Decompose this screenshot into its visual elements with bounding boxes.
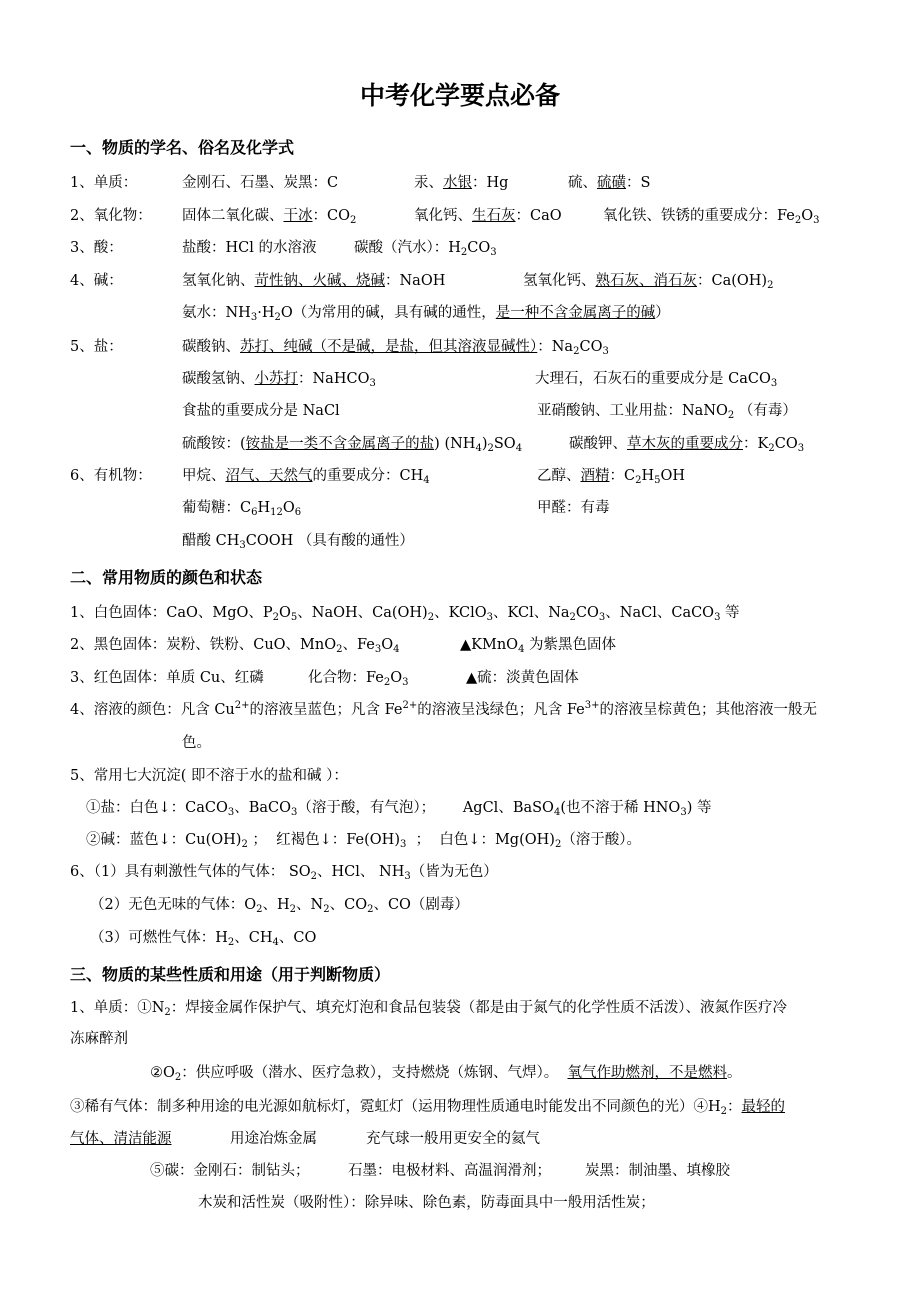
- line-5a: 碳酸钠、苏打、纯碱（不是碱，是盐，但其溶液显碱性）：$Na_2CO_3$: [182, 339, 609, 357]
- line-5-label: 5、盐：: [70, 339, 123, 355]
- color-line-3b: 化合物：$Fe_2O_3$: [308, 670, 409, 688]
- gas-line-3: （3）可燃性气体：$H_2$、$CH_4$、CO: [90, 930, 317, 948]
- section-1-heading: 一、物质的学名、俗名及化学式: [70, 138, 295, 157]
- precipitate-base: ②碱：蓝色↓：$Cu(OH)_2$ ； 红褐色↓：$Fe(OH)_3$ ； 白色↓：$Mg(OH)_2$（溶于酸）。: [86, 832, 642, 850]
- color-line-5: 5、常用七大沉淀( 即不溶于水的盐和碱 ）：: [70, 768, 348, 784]
- line-6e: 醋酸 $CH_3COOH$ （具有酸的通性）: [182, 533, 414, 551]
- line-4c: 氨水：$NH_3\cdot H_2O$（为常用的碱，具有碱的通性，是一种不含金属离子的碱）: [182, 305, 670, 323]
- line-5b: 碳酸氢钠、小苏打：NaHCO$_3$: [182, 371, 376, 389]
- line-1-label: 1、单质：: [70, 175, 138, 191]
- color-line-1: 1、白色固体：CaO、MgO、$P_2O_5$、NaOH、$Ca(OH)_2$、KClO$_3$、KCl、$Na_2CO_3$、NaCl、CaCO$_3$ 等: [70, 605, 740, 623]
- line-6a: 甲烷、沼气、天然气的重要成分：$CH_4$: [182, 468, 430, 486]
- use-line-4b: 用途冶炼金属: [230, 1131, 317, 1147]
- use-line-5b: 石墨：电极材料、高温润滑剂；: [348, 1163, 551, 1179]
- section-3-heading: 三、物质的某些性质和用途（用于判断物质）: [70, 965, 391, 984]
- gas-line-2: （2）无色无味的气体：$O_2$、$H_2$、$N_2$、$CO_2$、CO（剧毒）: [90, 897, 469, 915]
- line-4a: 氢氧化钠、苛性钠、火碱、烧碱：NaOH: [182, 273, 446, 289]
- use-line-5a: ⑤碳：金刚石：制钻头；: [150, 1163, 310, 1179]
- line-2c: 氧化铁、铁锈的重要成分：$Fe_2O_3$: [603, 208, 820, 226]
- line-5e: 亚硝酸钠、工业用盐：NaNO$_2$ （有毒）: [537, 403, 797, 421]
- precipitate-salt: ①盐：白色↓：CaCO$_3$、BaCO$_3$（溶于酸，有气泡）； AgCl、BaSO$_4$(也不溶于稀 $HNO_3$) 等: [86, 800, 712, 818]
- line-3b: 碳酸（汽水）：$H_2CO_3$: [354, 240, 497, 258]
- line-6-label: 6、有机物：: [70, 468, 152, 484]
- use-line-5c: 炭黑：制油墨、填橡胶: [585, 1163, 730, 1179]
- use-line-1: 1、单质：$①N_2$：焊接金属作保护气、填充灯泡和食品包装袋（都是由于氮气的化学性质不活泼）、液氮作医疗冷: [70, 1000, 788, 1018]
- line-6b: 乙醇、酒精：$C_2H_5OH$: [537, 468, 686, 486]
- page-title: 中考化学要点必备: [359, 81, 560, 110]
- section-2-heading: 二、常用物质的颜色和状态: [70, 568, 263, 587]
- color-line-2-note: ▲KMnO$_4$ 为紫黑色固体: [460, 637, 617, 655]
- line-6c: 葡萄糖：$C_6H_{12}O_6$: [182, 500, 302, 518]
- line-1b: 汞、水银：Hg: [414, 175, 509, 191]
- line-5d: 食盐的重要成分是 NaCl: [182, 403, 340, 419]
- line-5f: 硫酸铵：(铵盐是一类不含金属离子的盐) $(NH_4)_2SO_4$: [182, 436, 523, 454]
- use-line-2: $②O_2$：供应呼吸（潜水、医疗急救），支持燃烧（炼钢、气焊）。 氧气作助燃剂，不是燃料。: [150, 1065, 742, 1083]
- line-4-label: 4、碱：: [70, 273, 123, 289]
- line-2a: 固体二氧化碳、干冰：$CO_2$: [182, 208, 357, 226]
- color-line-4-cont: 色。: [182, 735, 211, 751]
- line-3-label: 3、酸：: [70, 240, 123, 256]
- use-line-1-cont: 冻麻醉剂: [70, 1031, 128, 1047]
- line-4b: 氢氧化钙、熟石灰、消石灰：$Ca(OH)_2$: [523, 273, 774, 291]
- line-6d: 甲醛：有毒: [537, 500, 610, 516]
- color-line-3c: ▲硫：淡黄色固体: [466, 670, 579, 686]
- line-5c: 大理石，石灰石的重要成分是 CaCO$_3$: [535, 371, 778, 389]
- gas-line-1: 6、（1）具有刺激性气体的气体： $SO_2$、HCl、 $NH_3$（皆为无色）: [70, 864, 498, 882]
- line-1a: 金刚石、石墨、炭黑：C: [182, 175, 339, 191]
- line-1c: 硫、硫磺：S: [568, 175, 651, 191]
- line-5g: 碳酸钾、草木灰的重要成分：$K_2CO_3$: [569, 436, 805, 454]
- use-line-4c: 充气球一般用更安全的氦气: [366, 1131, 540, 1147]
- color-line-3a: 3、红色固体：单质 Cu、红磷: [70, 670, 264, 686]
- line-2-label: 2、氧化物：: [70, 208, 152, 224]
- line-3a: 盐酸：HCl 的水溶液: [182, 240, 317, 256]
- color-line-4: 4、溶液的颜色：凡含 $Cu^{2+}$的溶液呈蓝色；凡含 $Fe^{2+}$的溶液呈浅绿色；凡含 $Fe^{3+}$的溶液呈棕黄色；其他溶液一般无: [70, 700, 817, 718]
- use-line-3: ③稀有气体：制多种用途的电光源如航标灯，霓虹灯（运用物理性质通电时能发出不同颜色的光）$④H_2$：最轻的: [70, 1099, 786, 1117]
- use-line-4a: 气体、清洁能源: [70, 1131, 172, 1147]
- color-line-2: 2、黑色固体：炭粉、铁粉、CuO、MnO$_2$、$Fe_3O_4$: [70, 637, 400, 655]
- line-2b: 氧化钙、生石灰：CaO: [414, 208, 562, 224]
- use-line-6: 木炭和活性炭（吸附性）：除异味、除色素，防毒面具中一般用活性炭；: [198, 1195, 655, 1211]
